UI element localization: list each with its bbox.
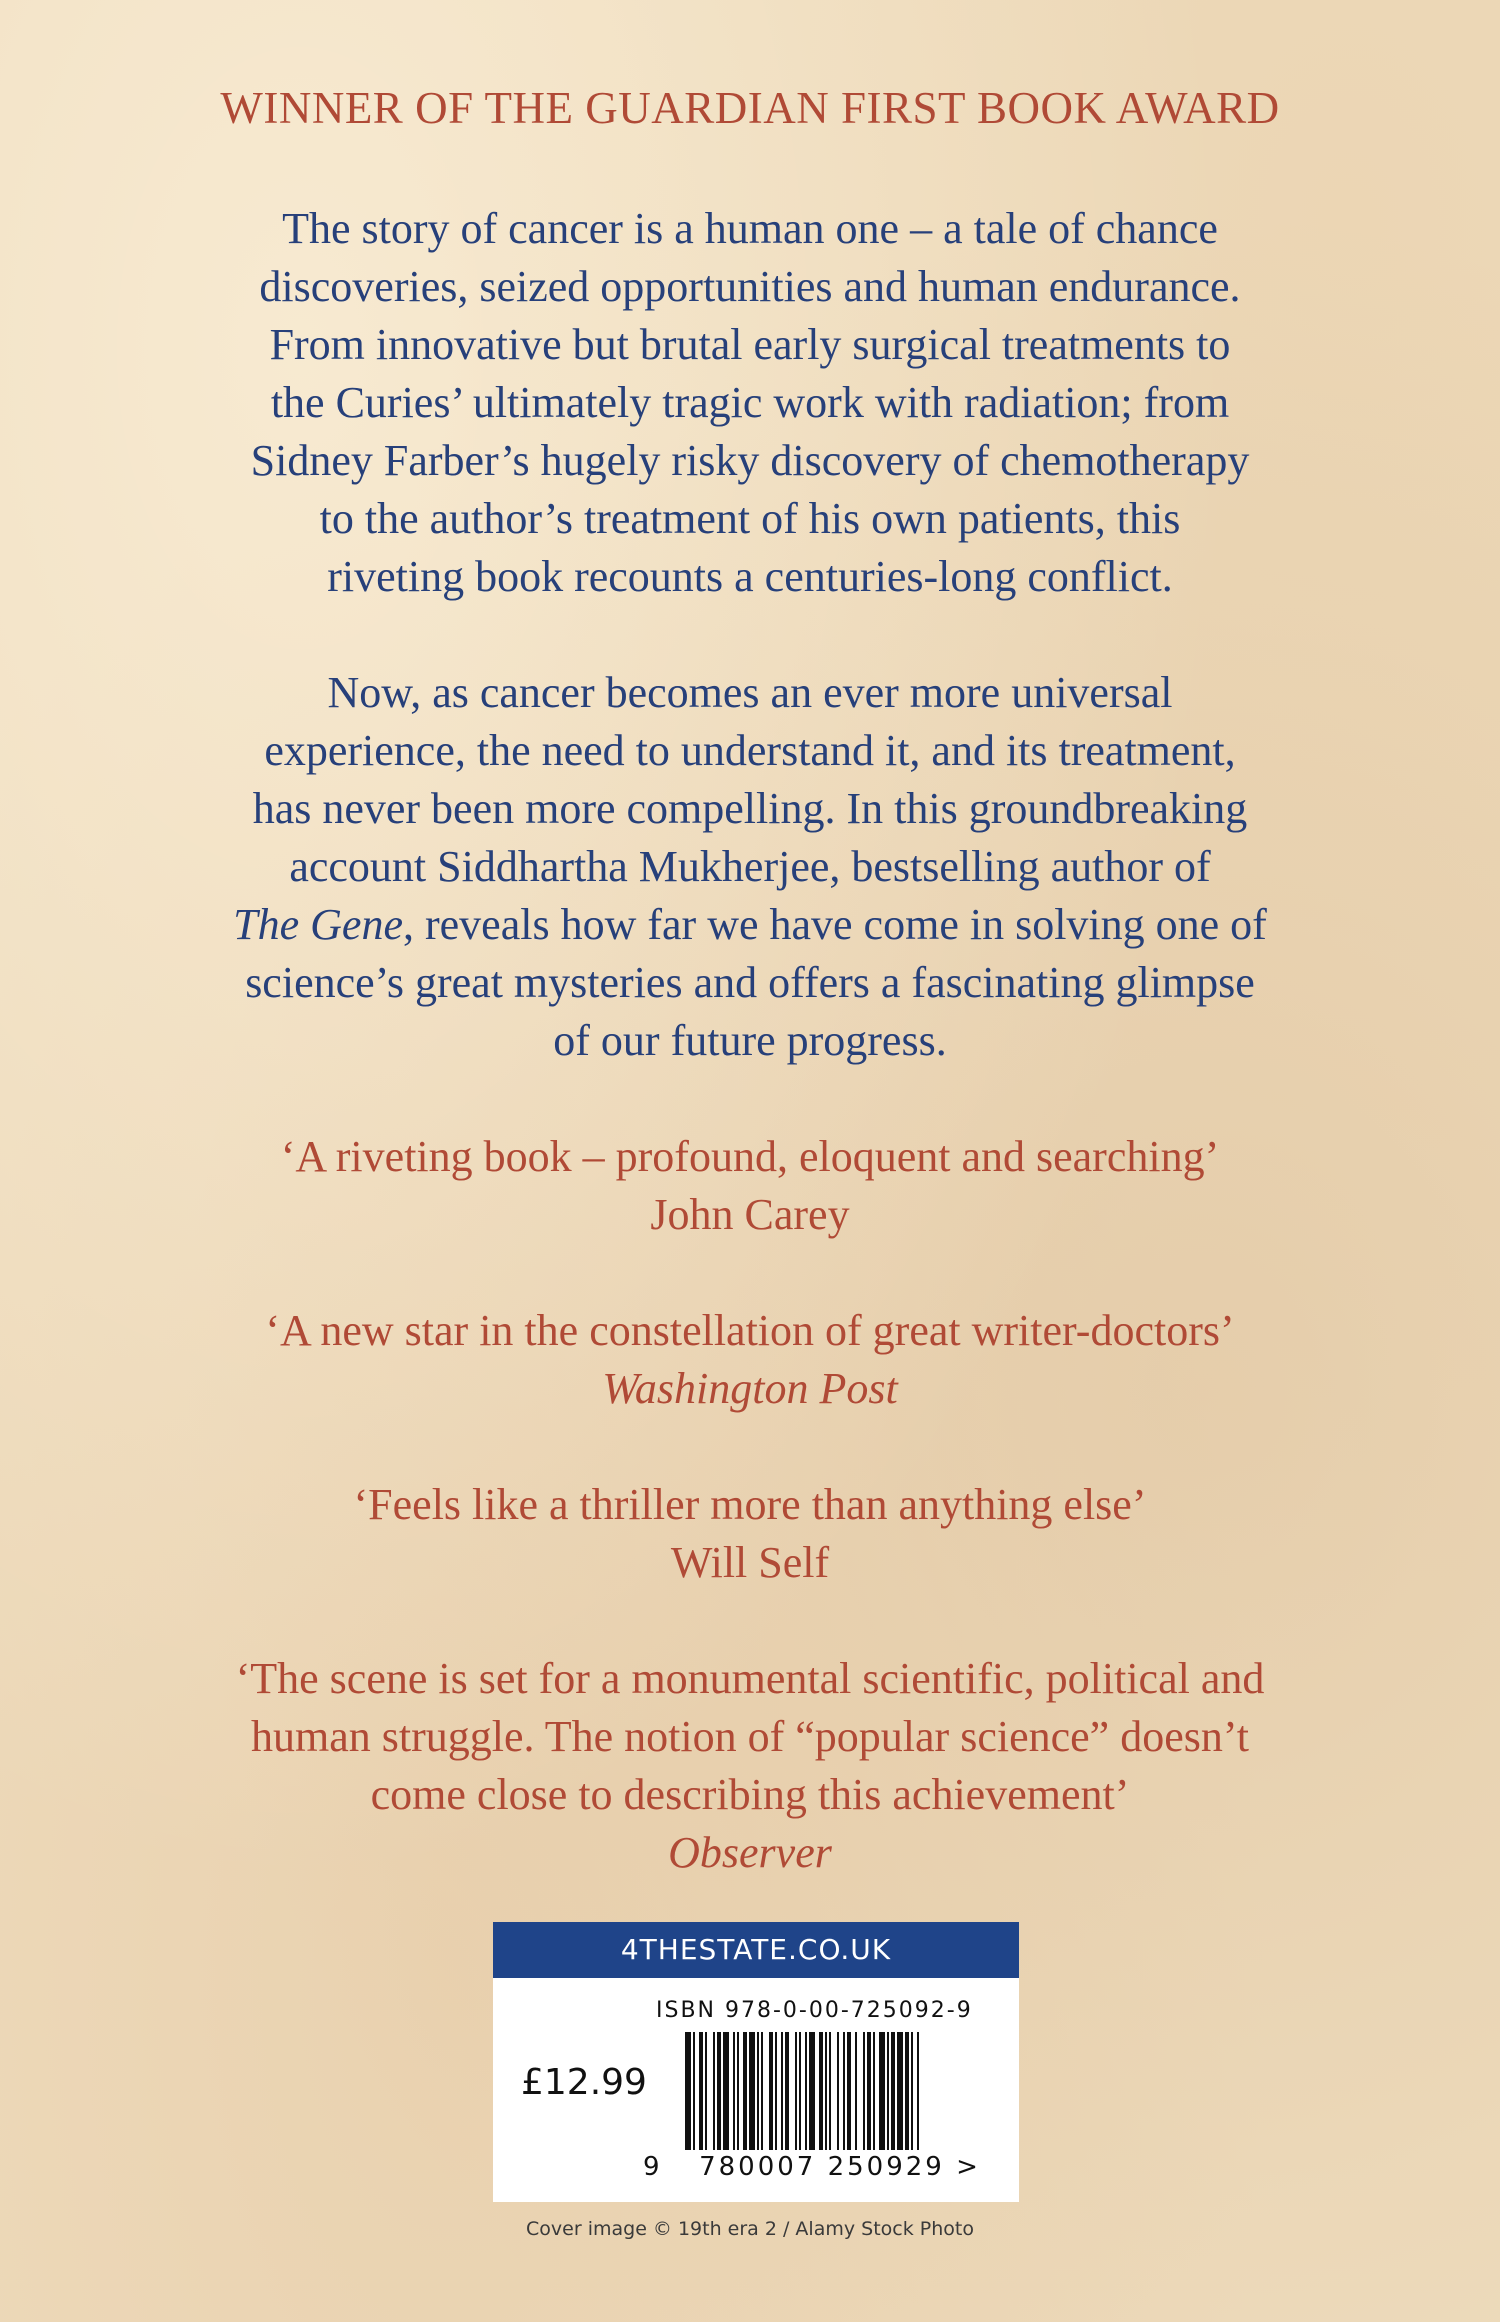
barcode-bar bbox=[757, 2032, 759, 2150]
price-label: £12.99 bbox=[521, 2062, 647, 2103]
barcode-bar bbox=[805, 2032, 807, 2150]
blurb-line: The story of cancer is a human one – a tale of chance bbox=[282, 204, 1218, 253]
blurb-paragraph-1 bbox=[150, 200, 1350, 606]
barcode-bar bbox=[867, 2032, 871, 2150]
barcode-bar bbox=[905, 2032, 909, 2150]
isbn-text: ISBN 978-0-00-725092-9 bbox=[656, 1998, 973, 2023]
barcode-bar bbox=[685, 2032, 691, 2150]
blurb-line: science’s great mysteries and offers a fascinating glimpse bbox=[245, 958, 1255, 1007]
barcode-bar bbox=[829, 2032, 831, 2150]
barcode-bar bbox=[693, 2032, 695, 2150]
book-title-the-gene: The Gene bbox=[233, 900, 403, 949]
barcode-bar bbox=[855, 2032, 857, 2150]
barcode-bar bbox=[847, 2032, 851, 2150]
barcode-bar bbox=[781, 2032, 783, 2150]
quote-source: Will Self bbox=[670, 1538, 830, 1587]
blurb-line: of our future progress. bbox=[553, 1016, 947, 1065]
blurb-line: to the author’s treatment of his own patients, this bbox=[319, 494, 1181, 543]
quote-source: Observer bbox=[668, 1828, 832, 1877]
quote-text: ‘A riveting book – profound, eloquent and searching’ bbox=[280, 1132, 1220, 1181]
barcode-first-digit: 9 bbox=[643, 2152, 663, 2182]
barcode-bar bbox=[733, 2032, 735, 2150]
barcode-bar bbox=[785, 2032, 789, 2150]
quote-text: come close to describing this achievement’ bbox=[370, 1770, 1130, 1819]
barcode-bar bbox=[897, 2032, 903, 2150]
barcode-bar bbox=[749, 2032, 755, 2150]
barcode-bar bbox=[737, 2032, 739, 2150]
review-quote-2 bbox=[100, 1302, 1400, 1418]
blurb-line: riveting book recounts a centuries-long conflict. bbox=[327, 552, 1173, 601]
barcode-bar bbox=[799, 2032, 801, 2150]
quote-source: John Carey bbox=[650, 1190, 850, 1239]
barcode-bar bbox=[713, 2032, 715, 2150]
barcode-bar bbox=[873, 2032, 875, 2150]
quote-source: Washington Post bbox=[602, 1364, 898, 1413]
barcode-bar bbox=[699, 2032, 703, 2150]
barcode-bar bbox=[743, 2032, 747, 2150]
blurb-line: Now, as cancer becomes an ever more universal bbox=[327, 668, 1173, 717]
quote-text: ‘The scene is set for a monumental scientific, political and bbox=[235, 1654, 1265, 1703]
blurb-line: the Curies’ ultimately tragic work with radiation; from bbox=[270, 378, 1230, 427]
quote-text: human struggle. The notion of “popular science” doesn’t bbox=[251, 1712, 1249, 1761]
barcode-bar bbox=[723, 2032, 729, 2150]
barcode-bar bbox=[825, 2032, 827, 2150]
barcode-bar bbox=[887, 2032, 889, 2150]
review-quote-1 bbox=[100, 1128, 1400, 1244]
review-quote-3 bbox=[100, 1476, 1400, 1592]
blurb-line: has never been more compelling. In this groundbreaking bbox=[252, 784, 1248, 833]
publisher-website[interactable]: 4THESTATE.CO.UK bbox=[493, 1922, 1019, 1978]
award-heading: WINNER OF THE GUARDIAN FIRST BOOK AWARD bbox=[220, 83, 1280, 133]
cover-image-credit: Cover image © 19th era 2 / Alamy Stock Photo bbox=[526, 2218, 974, 2240]
review-quote-4 bbox=[100, 1650, 1400, 1882]
barcode-bar bbox=[891, 2032, 895, 2150]
barcode-panel bbox=[493, 1922, 1019, 2202]
barcode-digits: 780007 250929 bbox=[699, 2152, 945, 2182]
blurb-line: experience, the need to understand it, and its treatment, bbox=[264, 726, 1236, 775]
barcode-bar bbox=[819, 2032, 823, 2150]
barcode-bar bbox=[837, 2032, 839, 2150]
barcode-bar bbox=[717, 2032, 721, 2150]
barcode-arrow: > bbox=[956, 2152, 981, 2182]
blurb-line: Sidney Farber’s hugely risky discovery of chemotherapy bbox=[250, 436, 1250, 485]
barcode-bar bbox=[775, 2032, 777, 2150]
blurb-line: account Siddhartha Mukherjee, bestselling author of bbox=[289, 842, 1211, 891]
barcode-bar bbox=[879, 2032, 885, 2150]
barcode-bar bbox=[863, 2032, 865, 2150]
barcode-bar bbox=[843, 2032, 845, 2150]
barcode-bar bbox=[705, 2032, 707, 2150]
barcode-bar bbox=[911, 2032, 913, 2150]
quote-text: ‘Feels like a thriller more than anything else’ bbox=[353, 1480, 1147, 1529]
barcode-number bbox=[643, 2152, 981, 2182]
blurb-line bbox=[150, 896, 1350, 954]
blurb-paragraph-2 bbox=[150, 664, 1350, 1070]
barcode-bar bbox=[795, 2032, 797, 2150]
blurb-line: discoveries, seized opportunities and human endurance. bbox=[259, 262, 1241, 311]
barcode-bars bbox=[683, 2032, 973, 2172]
blurb-line: From innovative but brutal early surgical treatments to bbox=[269, 320, 1231, 369]
quote-text: ‘A new star in the constellation of great writer-doctors’ bbox=[265, 1306, 1235, 1355]
barcode-bar bbox=[761, 2032, 763, 2150]
barcode-bar bbox=[917, 2032, 919, 2150]
blurb-line-rest: , reveals how far we have come in solving one of bbox=[403, 900, 1267, 949]
barcode-bar bbox=[769, 2032, 773, 2150]
barcode-bar bbox=[809, 2032, 815, 2150]
